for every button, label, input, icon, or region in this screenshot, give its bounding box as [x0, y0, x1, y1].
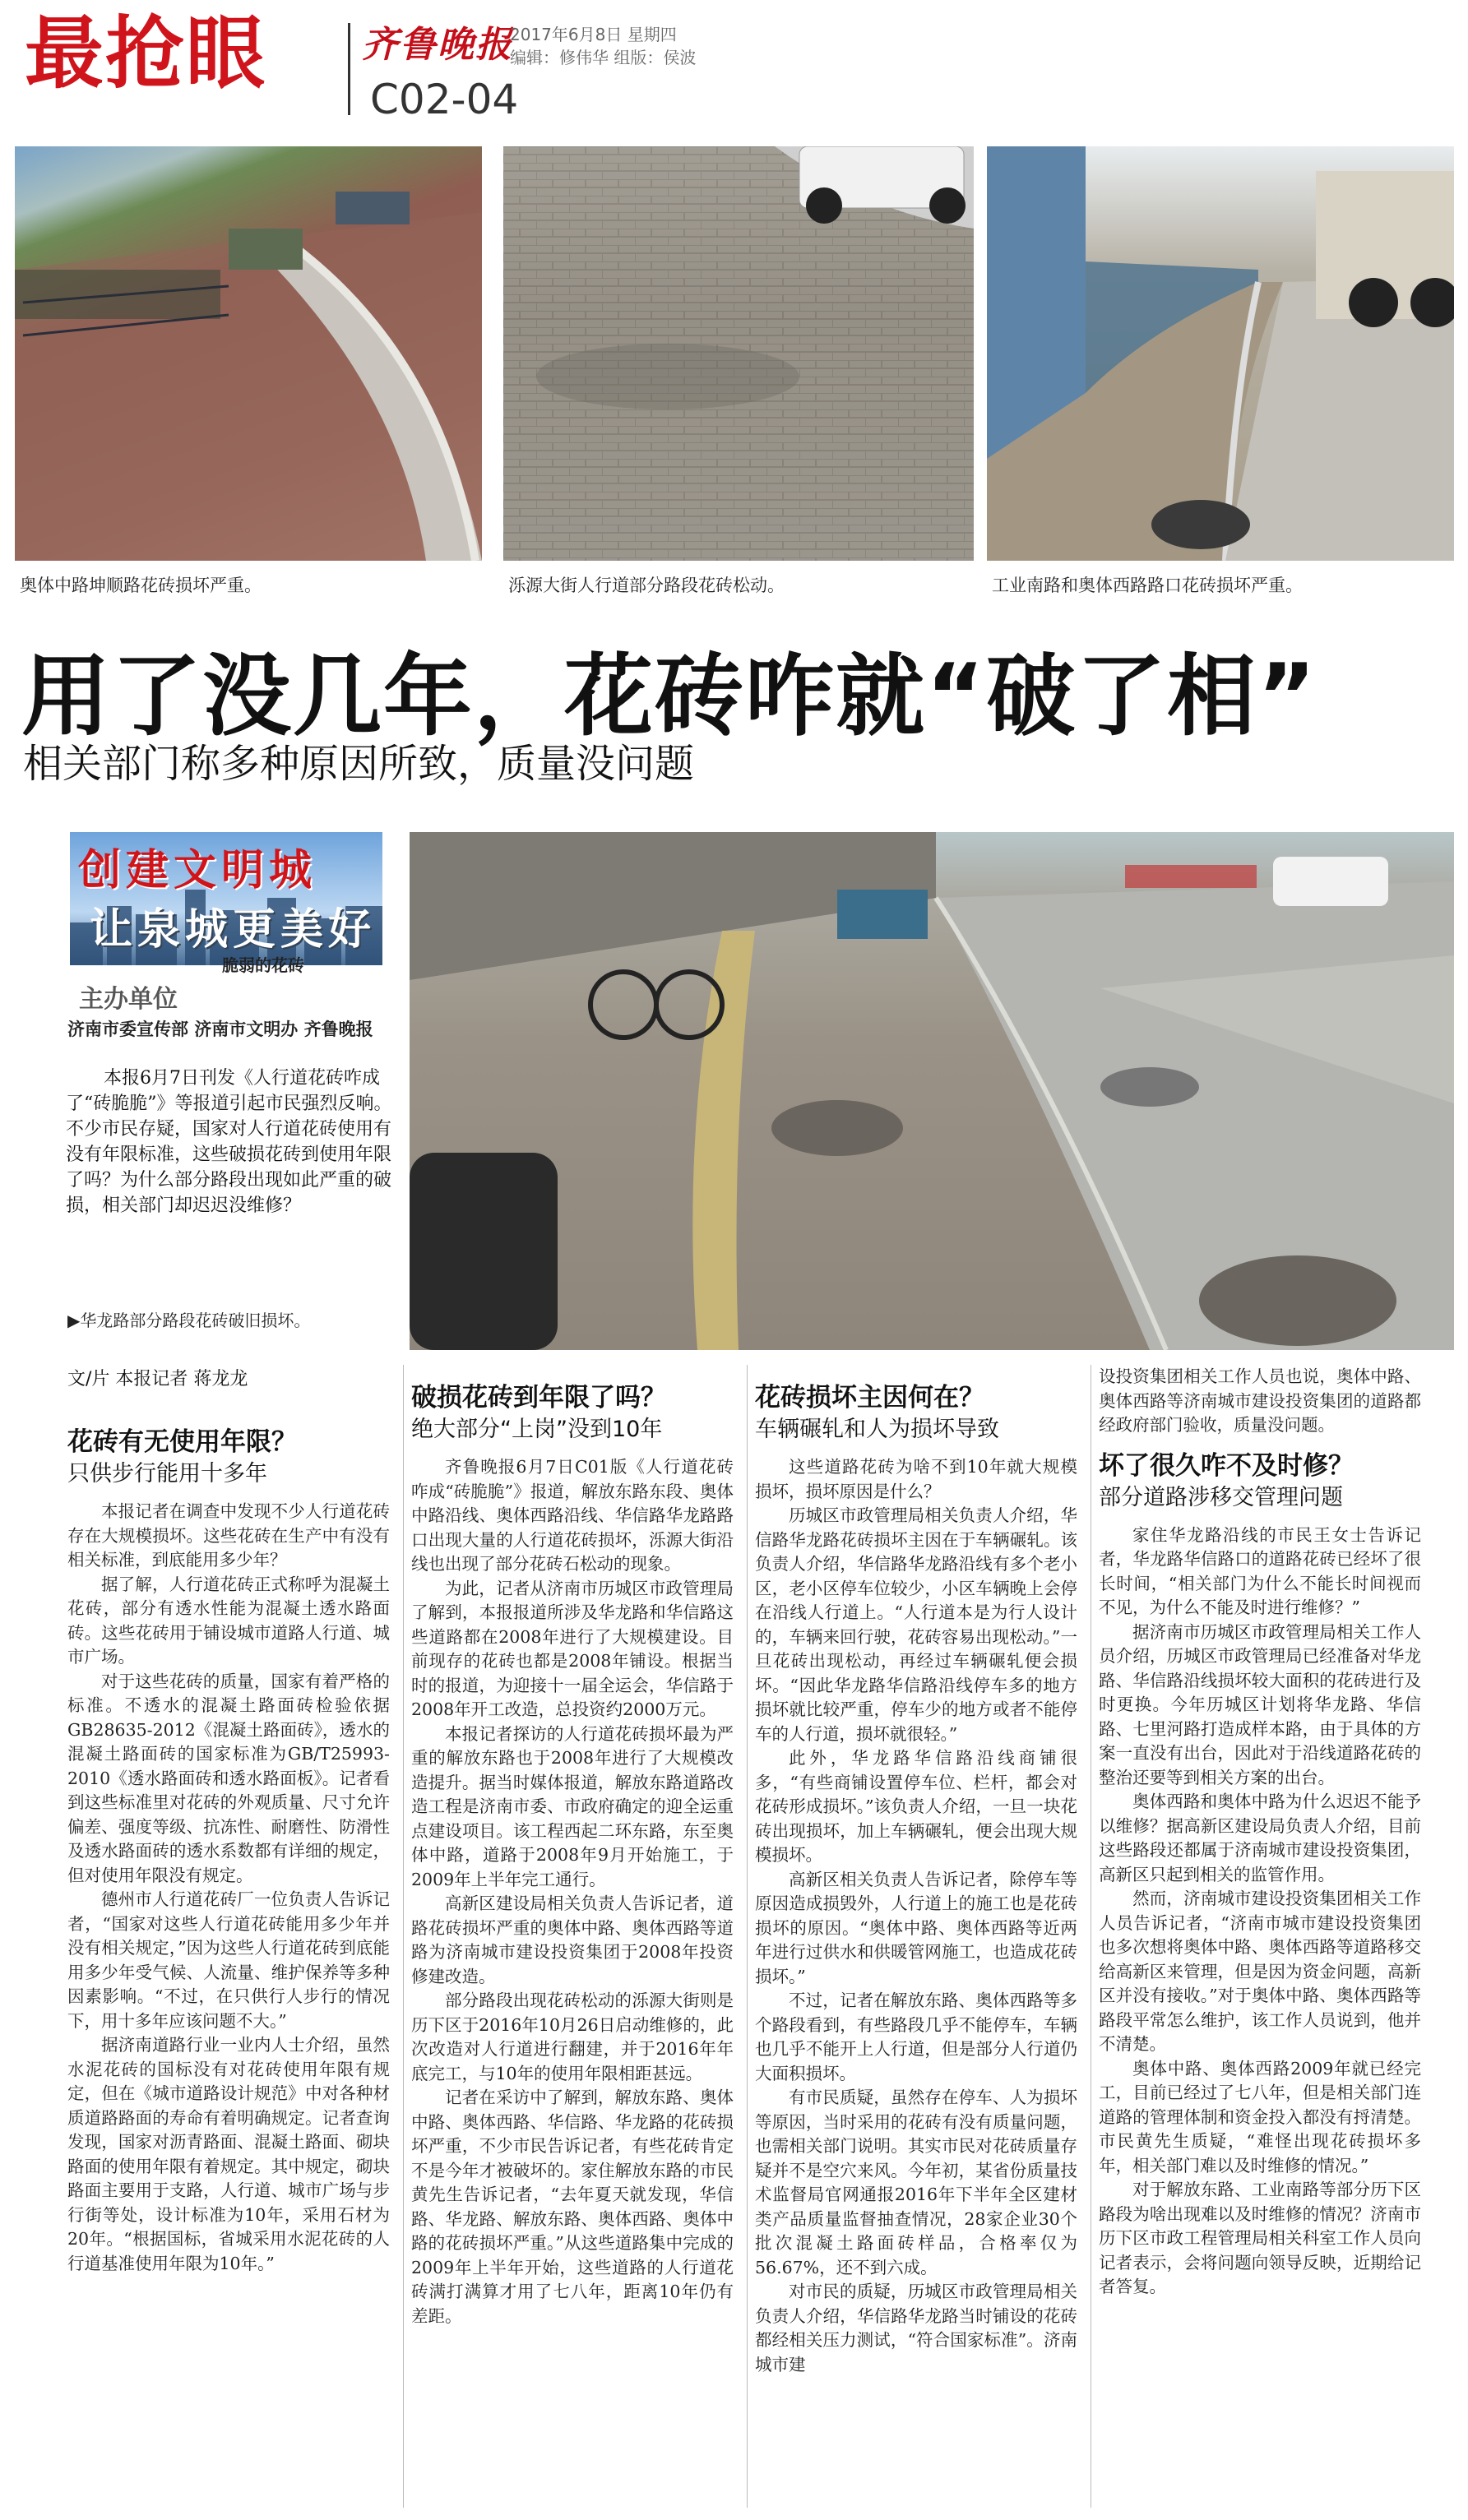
column-3-paragraph: 这些道路花砖为啥不到10年就大规模损坏，损坏原因是什么？	[755, 1457, 1077, 1501]
column-1-subtitle: 只供步行能用十多年	[67, 1461, 267, 1487]
masthead-meta	[510, 23, 696, 69]
column-3-paragraph: 不过，记者在解放东路、奥体西路等多个路段看到，有些路段几乎不能停车，车辆也几乎不能开上人行道，但是部分人行道仍大面积损坏。	[755, 1991, 1077, 2083]
photo-hualong-road	[410, 832, 1454, 1350]
date-line: 2017年6月8日 星期四	[510, 25, 677, 44]
photo-aoti-middle-road-illustration	[15, 146, 482, 561]
banner-line-1: 创建文明城	[78, 846, 317, 895]
photo-gongye-south-road-illustration	[987, 146, 1454, 561]
column-4-title: 坏了很久咋不及时修？	[1099, 1450, 1354, 1481]
column-3-subtitle: 车辆碾轧和人为损坏导致	[755, 1417, 999, 1442]
photo-caption-2: 泺源大街人行道部分路段花砖松动。	[505, 571, 788, 599]
photo-aoti-middle-road	[15, 146, 482, 561]
column-3-title: 花砖损坏主因何在？	[755, 1383, 984, 1413]
main-photo-caption: ▶华龙路部分路段花砖破旧损坏。	[67, 1311, 311, 1330]
editor-line: 编辑：修伟华 组版：侯波	[510, 48, 697, 67]
masthead-divider	[348, 23, 350, 115]
column-2-paragraph: 为此，记者从济南市历城区市政管理局了解到，本报报道所涉及华龙路和华信路这些道路都在2008年进行了大规模建设。目前现存的花砖也都是2008年铺设。根据当时的报道，为迎接十一届全运会，华信路于2008年开工改造，总投资约2000万元。	[411, 1578, 734, 1719]
column-3-paragraph: 对市民的质疑，历城区市政管理局相关负责人介绍，华信路华龙路当时铺设的花砖都经相关压力测试，“符合国家标准”。济南城市建	[755, 2282, 1077, 2374]
column-2-paragraph: 高新区建设局相关负责人告诉记者，道路花砖损坏严重的奥体中路、奥体西路等道路为济南城市建设投资集团于2008年投资修建改造。	[411, 1893, 734, 1986]
column-3-paragraph: 历城区市政管理局相关负责人介绍，华信路华龙路花砖损坏主因在于车辆碾轧。该负责人介绍，华信路华龙路沿线有多个老小区，老小区停车位较少，小区车辆晚上会停在沿线人行道上。“人行道本是为行人设计的，车辆来回行驶，花砖容易出现松动。”一旦花砖出现松动，再经过车辆碾轧便会损坏。“因此华龙路华信路沿线停车多的地方损坏就比较严重，停车少的地方或者不能停车的人行道，损坏就很轻。”	[755, 1505, 1077, 1744]
column-2-title: 破损花砖到年限了吗？	[411, 1383, 666, 1413]
column-3-paragraph: 高新区相关负责人告诉记者，除停车等原因造成损毁外，人行道上的施工也是花砖损坏的原因。“奥体中路、奥体西路等近两年进行过供水和供暖管网施工，也造成花砖损坏。”	[755, 1869, 1077, 1986]
column-4-paragraph: 对于解放东路、工业南路等部分历下区路段为啥出现难以及时维修的情况？济南市历下区市政工程管理局相关科室工作人员向记者表示，会将问题向领导反映，近期给记者答复。	[1099, 2180, 1421, 2296]
column-4-paragraph: 奥体中路、奥体西路2009年就已经完工，目前已经过了七八年，但是相关部门连道路的管理体制和资金投入都没有捋清楚。市民黄先生质疑，“难怪出现花砖损坏多年，相关部门难以及时维修的情况。”	[1099, 2058, 1421, 2176]
sponsor-label: 主办单位	[79, 985, 178, 1014]
column-1-paragraph: 德州市人行道花砖厂一位负责人告诉记者，“国家对这些人行道花砖能用多少年并没有相关规定，”因为这些人行道花砖到底能用多少年受气候、人流量、维护保养等多种因素影响。“不过，在只供行人步行的情况下，用十多年应该问题不大。”	[67, 1889, 390, 2031]
column-divider-2	[747, 1365, 748, 2508]
column-divider-1	[403, 1365, 404, 2508]
photo-luoyuan-street	[503, 146, 974, 561]
column-1-paragraph: 据济南道路行业一业内人士介绍，虽然水泥花砖的国标没有对花砖使用年限有规定，但在《城市道路设计规范》中对各种材质道路路面的寿命有着明确规定。记者查询发现，国家对沥青路面、混凝土路面、砌块路面的使用年限有着规定。其中规定，砌块路面主要用于支路，人行道、城市广场与步行街等处，设计标准为10年，采用石材为20年。“根据国标，省城采用水泥花砖的人行道基准使用年限为10年。”	[67, 2035, 390, 2273]
column-4-subtitle: 部分道路涉移交管理问题	[1099, 1484, 1343, 1510]
column-4-paragraph: 据济南市历城区市政管理局相关工作人员介绍，历城区市政管理局已经准备对华龙路、华信路沿线损坏较大面积的花砖进行及时更换。今年历城区计划将华龙路、华信路、七里河路打造成样本路，由于具体的方案一直没有出台，因此对于沿线道路花砖的整治还要等到相关方案的出台。	[1099, 1621, 1421, 1787]
photo-gongye-south-road	[987, 146, 1454, 561]
column-4-paragraph: 家住华龙路沿线的市民王女士告诉记者，华龙路华信路口的道路花砖已经坏了很长时间，“相关部门为什么不能长时间视而不见，为什么不能及时进行维修？”	[1099, 1524, 1421, 1617]
photo-hualong-road-illustration	[410, 832, 1454, 1350]
section-title: 最抢眼	[25, 7, 266, 99]
column-4-paragraph: 然而，济南城市建设投资集团相关工作人员告诉记者，“济南市城市建设投资集团也多次想将奥体中路、奥体西路等道路移交给高新区来管理，但是因为资金问题，高新区并没有接收。”对于奥体中路、奥体西路等路段平常怎么维护，该工作人员说到，他并不清楚。	[1099, 1889, 1421, 2054]
banner-line-2: 让泉城更美好	[90, 905, 377, 955]
column-2-paragraph: 齐鲁晚报6月7日C01版《人行道花砖咋成“砖脆脆”》报道，解放东路东段、奥体中路沿线、奥体西路沿线、华信路华龙路路口出现大量的人行道花砖损坏，泺源大街沿线也出现了部分花砖石松动的现象。	[411, 1457, 734, 1574]
column-4-paragraph: 奥体西路和奥体中路为什么迟迟不能予以维修？据高新区建设局负责人介绍，目前这些路段还都属于济南城市建设投资集团，高新区只起到相关的监管作用。	[1099, 1792, 1421, 1884]
page-number: C02-04	[370, 76, 519, 123]
article-column-4	[1099, 1365, 1421, 2300]
subheadline: 相关部门称多种原因所致，质量没问题	[23, 741, 695, 787]
main-photo-overlay-label: 脆弱的花砖	[222, 955, 304, 975]
newspaper-logo: 齐鲁晚报	[362, 24, 513, 66]
column-3-paragraph: 有市民质疑，虽然存在停车、人为损坏等原因，当时采用的花砖有没有质量问题，也需相关部门说明。其实市民对花砖质量存疑并不是空穴来风。今年初，某省份质量技术监督局官网通报2016年下半年全区建材类产品质量监督抽查情况，28家企业30个批次混凝土路面砖样品，合格率仅为56.67%，还不到六成。	[755, 2088, 1077, 2277]
sponsor-names: 济南市委宣传部 济南市文明办 齐鲁晚报	[67, 1020, 373, 1039]
column-4-lead: 设投资集团相关工作人员也说，奥体中路、奥体西路等济南城市建设投资集团的道路都经政府部门验收，质量没问题。	[1099, 1366, 1421, 1435]
column-1-paragraph: 对于这些花砖的质量，国家有着严格的标准。不透水的混凝土路面砖检验依据GB28635-2012《混凝土路面砖》，透水的混凝土路面砖的国家标准为GB/T25993-2010《透水路面砖和透水路面板》。记者看到这些标准里对花砖的外观质量、尺寸允许偏差、强度等级、抗冻性、耐磨性、防滑性及透水路面砖的透水系数都有详细的规定，但对使用年限没有规定。	[67, 1671, 390, 1885]
article-column-2	[411, 1381, 734, 2328]
column-2-paragraph: 记者在采访中了解到，解放东路、奥体中路、奥体西路、华信路、华龙路的花砖损坏严重，不少市民告诉记者，有些花砖肯定不是今年才被破坏的。家住解放东路的市民黄先生告诉记者，“去年夏天就发现，华信路、华龙路、解放东路、奥体西路、奥体中路的花砖损坏严重。”从这些道路集中完成的2009年上半年开始，这些道路的人行道花砖满打满算才用了七八年，距离10年仍有差距。	[411, 2088, 734, 2326]
byline: 文/片 本报记者 蒋龙龙	[67, 1369, 248, 1389]
intro-paragraph: 本报6月7日刊发《人行道花砖咋成了“砖脆脆”》等报道引起市民强烈反响。不少市民存疑，国家对人行道花砖使用有没有年限标准，这些破损花砖到使用年限了吗？为什么部分路段出现如此严重的破损，相关部门却迟迟没维修？	[66, 1068, 392, 1216]
column-1-paragraph: 本报记者在调查中发现不少人行道花砖存在大规模损坏。这些花砖在生产中有没有相关标准，到底能用多少年？	[67, 1501, 390, 1570]
column-2-subtitle: 绝大部分“上岗”没到10年	[411, 1417, 663, 1442]
headline: 用了没几年，花砖咋就“破了相”	[21, 645, 1317, 748]
column-3-paragraph: 此外，华龙路华信路沿线商铺很多，“有些商铺设置停车位、栏杆，都会对花砖形成损坏。”该负责人介绍，一旦一块花砖出现损坏，加上车辆碾轧，便会出现大规模损坏。	[755, 1748, 1077, 1865]
photo-luoyuan-street-illustration	[503, 146, 974, 561]
article-column-1	[67, 1426, 390, 2276]
column-2-paragraph: 部分路段出现花砖松动的泺源大街则是历下区于2016年10月26日启动维修的，此次改造对人行道进行翻建，并于2016年年底完工，与10年的使用年限相距甚远。	[411, 1991, 734, 2083]
civilization-banner	[70, 832, 382, 965]
column-1-paragraph: 据了解，人行道花砖正式称呼为混凝土花砖，部分有透水性能为混凝土透水路面砖。这些花砖用于铺设城市道路人行道、城市广场。	[67, 1574, 390, 1667]
photo-caption-3: 工业南路和奥体西路路口花砖损坏严重。	[989, 571, 1306, 599]
column-1-title: 花砖有无使用年限？	[67, 1427, 297, 1457]
article-column-3	[755, 1381, 1077, 2377]
photo-caption-1: 奥体中路坤顺路花砖损坏严重。	[16, 571, 265, 599]
column-2-paragraph: 本报记者探访的人行道花砖损坏最为严重的解放东路也于2008年进行了大规模改造提升。据当时媒体报道，解放东路道路改造工程是济南市委、市政府确定的迎全运重点建设项目。该工程西起二环东路，东至奥体中路，道路于2008年9月开始施工，于2009年上半年完工通行。	[411, 1723, 734, 1889]
